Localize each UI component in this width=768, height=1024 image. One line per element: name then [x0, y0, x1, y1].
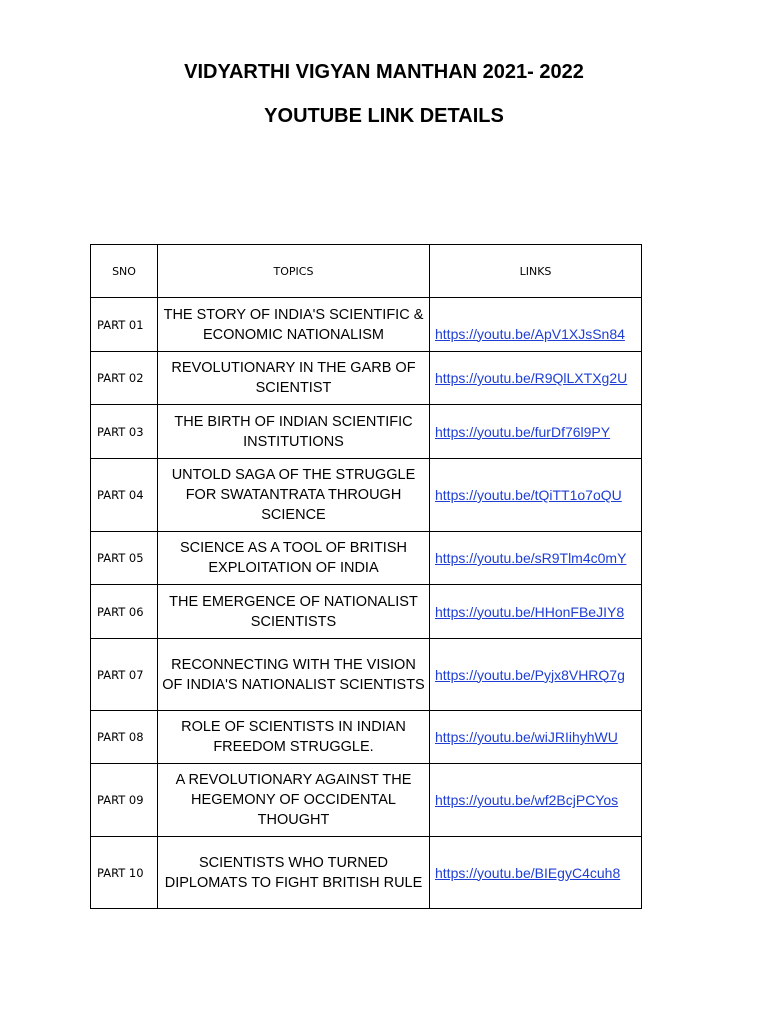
- header-links: LINKS: [430, 245, 642, 298]
- row-link-cell: [430, 837, 642, 909]
- row-topic: SCIENCE AS A TOOL OF BRITISH EXPLOITATION OF INDIA: [158, 532, 430, 585]
- row-sno: PART 01: [91, 298, 158, 352]
- youtube-link[interactable]: https://youtu.be/wiJRIihyhWU: [435, 729, 618, 745]
- row-link-cell: [430, 532, 642, 585]
- row-link-cell: [430, 639, 642, 711]
- row-sno: PART 06: [91, 585, 158, 639]
- youtube-link[interactable]: https://youtu.be/furDf76l9PY: [435, 423, 611, 440]
- row-topic: RECONNECTING WITH THE VISION OF INDIA'S NATIONALIST SCIENTISTS: [158, 639, 430, 711]
- youtube-link[interactable]: https://youtu.be/sR9Tlm4c0mY: [435, 550, 627, 566]
- row-sno: PART 04: [91, 459, 158, 532]
- row-topic: REVOLUTIONARY IN THE GARB OF SCIENTIST: [158, 352, 430, 405]
- youtube-link[interactable]: https://youtu.be/ApV1XJsSn84: [435, 325, 625, 342]
- header-topics: TOPICS: [158, 245, 430, 298]
- row-sno: PART 02: [91, 352, 158, 405]
- table-row: [91, 639, 642, 711]
- row-topic: THE BIRTH OF INDIAN SCIENTIFIC INSTITUTIONS: [158, 405, 430, 459]
- row-topic: SCIENTISTS WHO TURNED DIPLOMATS TO FIGHT BRITISH RULE: [158, 837, 430, 909]
- table-row: [91, 459, 642, 532]
- row-topic: ROLE OF SCIENTISTS IN INDIAN FREEDOM STRUGGLE.: [158, 711, 430, 764]
- table-row: [91, 532, 642, 585]
- row-link-cell: [430, 352, 642, 405]
- row-topic: THE STORY OF INDIA'S SCIENTIFIC & ECONOMIC NATIONALISM: [158, 298, 430, 352]
- row-topic: THE EMERGENCE OF NATIONALIST SCIENTISTS: [158, 585, 430, 639]
- row-sno: PART 10: [91, 837, 158, 909]
- row-link-cell: [430, 459, 642, 532]
- youtube-link[interactable]: https://youtu.be/HHonFBeJIY8: [435, 603, 625, 620]
- row-link-cell: [430, 711, 642, 764]
- document-subtitle: YOUTUBE LINK DETAILS: [264, 105, 504, 127]
- youtube-link[interactable]: https://youtu.be/Pyjx8VHRQ7g: [435, 666, 625, 683]
- document-title: VIDYARTHI VIGYAN MANTHAN 2021- 2022: [184, 61, 584, 83]
- row-link-cell: [430, 764, 642, 837]
- row-sno: PART 08: [91, 711, 158, 764]
- youtube-links-table: [90, 244, 642, 909]
- youtube-link[interactable]: https://youtu.be/BIEgyC4cuh8: [435, 864, 621, 881]
- header-sno: SNO: [91, 245, 158, 298]
- table-row: [91, 352, 642, 405]
- table-row: [91, 764, 642, 837]
- table-row: [91, 585, 642, 639]
- table-row: [91, 298, 642, 352]
- row-topic: UNTOLD SAGA OF THE STRUGGLE FOR SWATANTRATA THROUGH SCIENCE: [158, 459, 430, 532]
- row-sno: PART 03: [91, 405, 158, 459]
- row-sno: PART 07: [91, 639, 158, 711]
- row-link-cell: [430, 405, 642, 459]
- table-row: [91, 405, 642, 459]
- row-link-cell: [430, 298, 642, 352]
- youtube-link[interactable]: https://youtu.be/R9QlLXTXg2U: [435, 370, 628, 386]
- row-sno: PART 09: [91, 764, 158, 837]
- table-row: [91, 711, 642, 764]
- row-topic: A REVOLUTIONARY AGAINST THE HEGEMONY OF OCCIDENTAL THOUGHT: [158, 764, 430, 837]
- row-sno: PART 05: [91, 532, 158, 585]
- youtube-link[interactable]: https://youtu.be/wf2BcjPCYos: [435, 792, 619, 808]
- youtube-link[interactable]: https://youtu.be/tQiTT1o7oQU: [435, 487, 622, 503]
- row-link-cell: [430, 585, 642, 639]
- table-row: [91, 837, 642, 909]
- table-header-row: [91, 245, 642, 298]
